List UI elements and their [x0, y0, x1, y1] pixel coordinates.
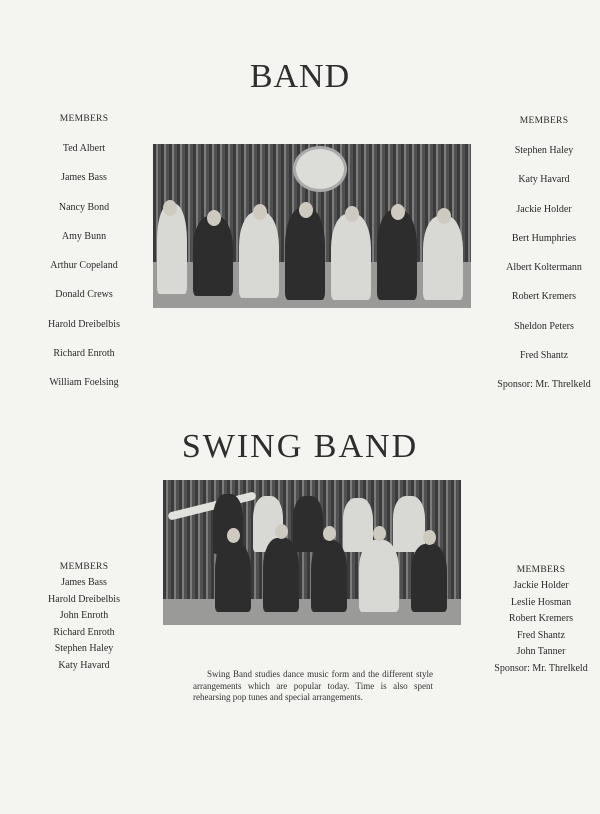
band-member-figure [411, 544, 447, 612]
band-member-figure [377, 210, 417, 300]
member-name: Stephen Haley [54, 643, 114, 655]
member-name: James Bass [61, 172, 107, 184]
band-member-figure [193, 216, 233, 296]
band-member-head [423, 530, 436, 545]
member-name: Harold Dreibelbis [48, 318, 120, 330]
band-member-figure [285, 208, 325, 300]
member-name: Bert Humphries [511, 232, 577, 244]
members-label: MEMBERS [519, 116, 569, 126]
member-name: John Tanner [516, 646, 566, 658]
member-name: William Foelsing [49, 377, 119, 389]
swing-band-members-left [28, 562, 140, 676]
band-member-head [299, 202, 313, 218]
band-member-head [437, 208, 451, 224]
band-member-figure [263, 538, 299, 612]
band-member-figure [359, 540, 399, 612]
band-member-figure [215, 542, 251, 612]
band-member-figure [393, 496, 425, 552]
member-name: Robert Kremers [511, 291, 577, 303]
band-member-head [227, 528, 240, 543]
member-name: Amy Bunn [61, 230, 107, 242]
swing-band-title: SWING BAND [181, 428, 419, 465]
band-member-figure [423, 216, 463, 300]
band-member-head [391, 204, 405, 220]
sponsor-name: Sponsor: Mr. Threlkeld [497, 379, 591, 391]
band-member-head [323, 526, 336, 541]
member-name: Donald Crews [55, 289, 113, 301]
band-members-right [488, 116, 600, 409]
swing-band-photo [163, 480, 461, 625]
member-name: Jackie Holder [513, 580, 569, 591]
band-photo [153, 144, 471, 308]
member-name: Arthur Copeland [50, 260, 118, 272]
member-name: Fred Shantz [516, 629, 566, 641]
sousaphone-bell [293, 146, 347, 192]
sponsor-name: Sponsor: Mr. Threlkeld [494, 662, 588, 674]
member-name: Stephen Haley [514, 145, 574, 156]
member-name: James Bass [61, 577, 107, 588]
member-name: Katy Havard [58, 659, 110, 671]
swing-band-members-right [482, 565, 600, 679]
member-name: Harold Dreibelbis [48, 593, 120, 605]
members-label: MEMBERS [516, 565, 566, 575]
members-label: MEMBERS [59, 114, 109, 124]
member-name: Leslie Hosman [510, 596, 572, 608]
band-member-figure [157, 204, 187, 294]
member-name: Richard Enroth [53, 626, 115, 638]
band-member-head [373, 526, 386, 541]
band-title: BAND [249, 58, 351, 95]
member-name: Fred Shantz [519, 350, 569, 362]
member-name: Katy Havard [518, 174, 570, 186]
band-member-head [163, 200, 177, 216]
band-member-head [345, 206, 359, 222]
member-name: Nancy Bond [58, 201, 110, 213]
members-label: MEMBERS [59, 562, 109, 572]
member-name: Jackie Holder [516, 203, 572, 215]
band-member-head [275, 524, 288, 539]
member-name: Ted Albert [62, 143, 106, 154]
band-member-figure [331, 214, 371, 300]
swing-band-caption: Swing Band studies dance music form and the different style arrangements which are popular today. Time is also spent rehearsing pop tunes and special arrangements. [193, 669, 433, 702]
member-name: John Enroth [59, 610, 109, 622]
band-member-figure [311, 540, 347, 612]
member-name: Sheldon Peters [514, 320, 574, 332]
band-member-head [207, 210, 221, 226]
member-name: Robert Kremers [508, 613, 574, 625]
band-members-left [28, 114, 140, 407]
band-member-head [253, 204, 267, 220]
member-name: Albert Koltermann [506, 262, 582, 274]
member-name: Richard Enroth [53, 348, 115, 360]
band-member-figure [239, 212, 279, 298]
